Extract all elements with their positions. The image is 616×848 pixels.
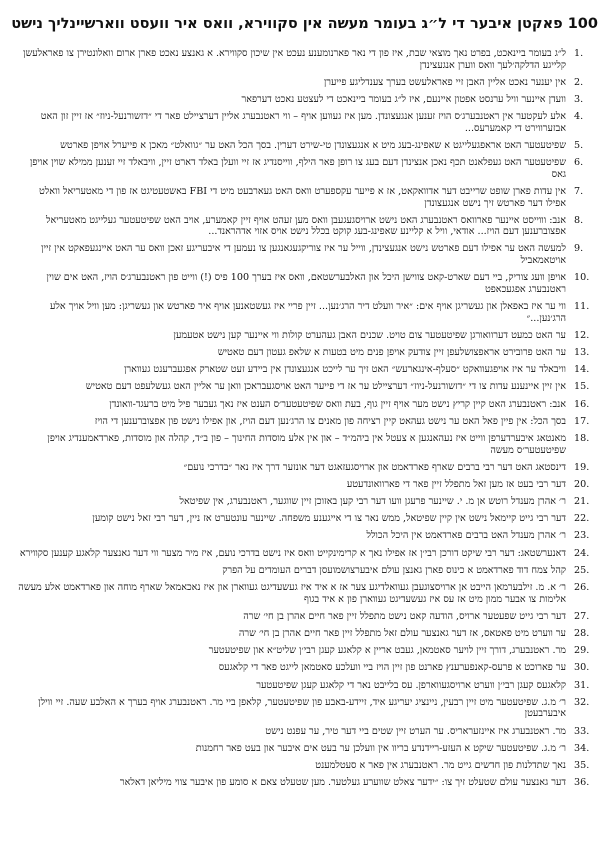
item-text: למעשה האט ער אפילו דעם פארטש נישט אנגעצינדן, ווייל ער איז צוריקגעגאנגען צו נעמען די איבעריגע זאכן וואס ער האט איינגעפאקט אין זיין אויטאמאביל [41, 243, 566, 267]
item-number: 34. [574, 742, 590, 754]
list-item [18, 157, 598, 180]
item-number: 2. [574, 76, 584, 88]
list-item [18, 548, 598, 560]
item-number: 21. [574, 496, 590, 508]
item-number: 16. [574, 398, 590, 410]
list-item [18, 330, 598, 342]
item-number: 6. [574, 157, 584, 169]
item-text: אין יענער נאכט אליין האבן זיי פאראלעשט בערך צענדליגע פייערן [323, 76, 566, 88]
numbered-list [18, 48, 598, 789]
list-item [18, 77, 598, 89]
list-item [18, 611, 598, 623]
item-text: דער רבי גייט קיימאל נישט אין קיין שפיטאל, ממש נאר צו די אייגענע משפחה. שיינער עונטערט אז ניין, דער רבי זאל נישט קומען [92, 513, 566, 525]
item-number: 25. [574, 564, 590, 576]
item-text: נאך שתדלנות פון חדשים גייט מר. ראטנבערג אין פאר א סעטלמענט [315, 759, 566, 771]
list-item [18, 347, 598, 359]
item-text: קלאגעס קעגן רבי׳ן ווערט ארויסגעווארפן. עס בלייבט נאר די קלאגע קעגן שפיטעטער [256, 679, 566, 691]
item-text: אין עדות פארן שופט שרייבט דער אדוואקאט, אז א פייער עקספערט וואס האט געארבעט מיט די FBI באשטעטיגט אז פון די מאטעריאל וואלט אפילו דער פארטש זיך נישט אנגעצונדן [38, 185, 566, 209]
item-text: קהל צמח דוד פארדאמט א כינוס פארן גאנצן עולם איבערצושמועסן דברים העומדים על הפרק [222, 564, 566, 576]
item-text: ער האט פרובירט אראפצושלעפן זיין צודעק אויפן פנים מיט בטעות א שלאפ געטון דעם טאטיש [217, 347, 566, 358]
item-text: ר׳ מ.ג. שפיטעטער מיט זיין רבעין, ניינציג יעריגע איד, זיידע-באבע פון שפיטעטער, קלאפן ביי מר. ראטנבערג אויף בערך א האלבע שעה. זיי ווילן איבערבעטן [38, 696, 566, 720]
item-text: אין זיין איינענע עדות צו די ״דזשורנעל-ניוז״ דערציילט ער אז די פייער האט אויסגעבראכן וואן ער אליין האט געשלעפט דעם טאטיש [85, 381, 566, 393]
list-item [18, 462, 598, 474]
list-item [18, 697, 598, 720]
list-item [18, 496, 598, 508]
item-text: דינסטאג האט דער רבי ברבים שארף פארדאמט און ארויסגעזאגט דער אונזער דרך איז נאר ״בדרכי נועם״ [183, 461, 566, 473]
item-number: 17. [574, 415, 590, 427]
item-text: ר׳ א. מ. זילבערמאן הייבט אן ארויסצוגעבן געוואלדיגע צער אז א איד איז געשעדיגט געווארן און איז נאכאמאל שארף מוחה און פארדאמט אלע מעשה אלימות צו אבער ממון מיט אז עס איז געשעדיגט געווארן פון א איד בגוף [18, 582, 566, 605]
item-number: 22. [574, 513, 590, 525]
item-text: אלע לעקטער אין ראטנבערג׳ס הויז זענען אנגעצונדן. מען איז געווען אויף – ווי ראטנבערג אליין דערציילט פאר די ״דזשורנעל-ניוז״ אז זיין זון האט אבזערווירט די קאמערעס... [40, 111, 566, 134]
item-text: ער האט כמעט דערוואורגן שפיטעטער צום טויט. שכנים האבן געהערט קולות ווי איינער קען נישט אטעמען [173, 329, 566, 341]
item-text: ל״ג בעומר ביינאכט, בפרט נאך מוצאי שבת, איז פון די נאר פארנומענע נעכט אין שיכון סקווירא. א גאנצע נאכט פארן ארום וואלונטירן צו פאראלעשן קלייגע הדלקה׳לעך וואס ווערן אנגעצינדן [23, 48, 566, 71]
item-text: ווי ער איז באפאלן און געשריגן אויף אים: ״איר וועלט דיר הרג׳נען... זיין פריי איז געשטאנען אויף איר פארטש און געשריגן: מען וויל אויך אלע הרג׳נען...״ [49, 301, 566, 324]
list-item [18, 243, 598, 266]
item-number: 1. [574, 48, 584, 59]
list-item [18, 416, 598, 428]
list-item [18, 111, 598, 134]
list-item [18, 645, 598, 657]
item-number: 14. [574, 364, 590, 376]
item-number: 13. [574, 347, 590, 358]
item-number: 8. [574, 214, 584, 226]
list-item [18, 513, 598, 525]
list-item [18, 186, 598, 209]
item-number: 24. [574, 547, 590, 559]
list-item [18, 743, 598, 755]
item-number: 31. [574, 679, 590, 691]
item-number: 7. [574, 185, 584, 197]
list-item [18, 272, 598, 295]
page-title: 100 פאקטן איבער די ל״ג בעומר מעשה אין סקווירא, וואס איר וועסט ווארשיינליך נישט [11, 16, 598, 32]
item-text: ר׳ מ.ג. שפיטעטער שיקט א העזע-ריידנדע בריוו אין וועלכן ער בעט אים איבער און בעט פאר רחמנות [195, 742, 566, 754]
item-number: 27. [574, 610, 590, 622]
item-number: 29. [574, 645, 590, 657]
item-text: מר. ראטנבערג, דורך זיין לויער סאטמאן, געבט אריין א קלאגע קעגן רבי׳ן שליט״א און שפיטעטער [208, 645, 566, 657]
item-number: 10. [574, 272, 590, 284]
list-item [18, 381, 598, 393]
list-item [18, 726, 598, 738]
list-item [18, 680, 598, 692]
item-number: 11. [574, 301, 590, 313]
item-text: אנב: ראטנבערג האט קיין קריץ נישט מער אויף זיין גוף, בעת וואס שפיטעטער׳ס הענט איז נאך געבער פיל מיט ברעגד-וואונדן [109, 398, 566, 410]
list-item [18, 582, 598, 605]
item-number: 3. [574, 93, 584, 105]
item-text: דאנערשטאג: דער רבי שיקט דורכן רבי׳ן אז אפילו נאך א קרימינקייט וואס איז נישט בדרכי נועם, איז מיר מצער ווי דער גאנצער קלאגע קענען סקווירא [19, 547, 566, 559]
item-number: 36. [574, 777, 590, 789]
item-number: 9. [574, 243, 584, 255]
item-text: שפיטעטער האט אראפגעלייגט א שאפינג-בעג מיט א אנגעצונדן טי-שירט דערין. בסך הכל האט ער ״גוואלט״ מאכן א פייערל אויפן פארטש [60, 139, 566, 151]
item-text: אויפן וועג צוריק, ביי דעם שארט-קאט צווישן היכל און האלבערשטאם, וואס איז בערך 100 פיס (!) ווייט פון ראטנבערג׳ס הויז, האט אים שוין ראטנבערג אפגעכאפט [46, 272, 566, 295]
item-text: אנב: וווייסט איינער פארוואס ראטנבערג האט נישט ארויסגעגעבן וואס מען זעהט אויף זיין קאמערע, אויב האט שפיטעטער געלייגט מאטעריאל אפצוברענען דעם הויז... אודאי, וויל א קליינע שאפינג-בעג קוקט בכלל נישט אויס אזוי אדהראנד... [46, 214, 566, 238]
item-text: שפיטעטער האט געפלאנט תכף נאכן אנצינדן דעם בעג צו רופן פאר הילף, ווייסנדיג אז זיי וועלן באלד דארט זיין, וויבאלד זיי זענען ממילא שוין אויפן גאס [29, 157, 566, 180]
item-text: מאנטאג איבערדערפן ווייט איז נעהאנגען א צעטל אין ביהמ״ד – און אין אלע מוסדות החינוך – פון ב״ד, קהלה און מוסדות, פארדאמענדיג אויפן שפיטעטער׳ס מעשה [47, 432, 566, 456]
item-number: 23. [574, 530, 590, 542]
list-item [18, 760, 598, 772]
item-number: 30. [574, 662, 590, 674]
list-item [18, 94, 598, 106]
item-text: וועדן איינער וויל ערנסט אפטון איינעם, איז ל״ג בעומר ביינאכט די לעצטע נאכט דערפאר [241, 93, 566, 105]
item-number: 20. [574, 478, 590, 490]
list-item [18, 399, 598, 411]
item-number: 19. [574, 461, 590, 473]
item-text: דער גאנצער עולם שטעלט זיך צו: ״ידער צאלט שווערע געלטער. מען שטעלט צאם א סומע פון איבער צווי מיליאן דאלאר [119, 777, 566, 789]
list-item [18, 565, 598, 577]
list-item [18, 662, 598, 674]
list-item [18, 215, 598, 238]
item-text: דער רבי בעט אז מען זאל מתפלל זיין פאר די פארוואונדעטע [346, 478, 566, 490]
list-item [18, 777, 598, 789]
item-number: 12. [574, 329, 590, 341]
item-number: 35. [574, 759, 590, 771]
item-text: מר. ראטנבערג איז איינזעראריס. ער הערט זיין שטים ביי דער טיר, ער עפנט נישט [265, 725, 566, 737]
list-item [18, 48, 598, 71]
item-text: בסך הכל: אין פיין פאל האט ער נישט געהאט קיין רציחה פון מאנים צו הרג׳נען דעם הויז, און אפילו נישט פון אפצוברענען די הויז [94, 415, 566, 427]
list-item [18, 140, 598, 152]
list-item [18, 301, 598, 324]
item-text: ער ווערט מיט פאטאס, אז דער גאנצער עולם זאל מתפלל זיין פאר חיים אהרן בן חי׳ שרה [238, 628, 566, 639]
list-item [18, 530, 598, 542]
list-item [18, 479, 598, 491]
item-number: 32. [574, 696, 590, 708]
item-number: 33. [574, 725, 590, 737]
item-text: ר׳ אהרן מענדל רוטש אן מ. י. שיינער פרעגן וועו דער רבי קען באזוכן זיין שווגער, ראטנבערג, אין שפיטאל [179, 496, 566, 508]
item-number: 5. [574, 139, 584, 151]
item-text: ר׳ אהרן מענדל האט ברבים פארדאמט אין היכל הכולל [366, 530, 566, 542]
list-item [18, 433, 598, 456]
item-number: 18. [574, 432, 590, 444]
item-number: 26. [574, 582, 590, 594]
item-number: 15. [574, 381, 590, 393]
item-text: ער פארוכט א פרעס-קאנפערענץ פארנט פון זיין הויז ביי וועלכע סאטמאן לייגט פאר די קלאגעס [218, 662, 566, 674]
list-item [18, 364, 598, 376]
item-text: וויבאלד ער איז אויפגעוואקט ״סעלף-אינגארעש״ האט זיך ער לייכט אנגעצונדן אין ביידע זעט שטארק אפגעברענט געווארן [123, 364, 566, 376]
list-item [18, 628, 598, 640]
item-text: דער רבי גייט שפעטער ארויס, הודעה קאט נישט מתפלל זיין פאר חיים אהרן בן חי׳ שרה [243, 610, 566, 622]
item-number: 4. [574, 111, 584, 123]
item-number: 28. [574, 628, 590, 639]
